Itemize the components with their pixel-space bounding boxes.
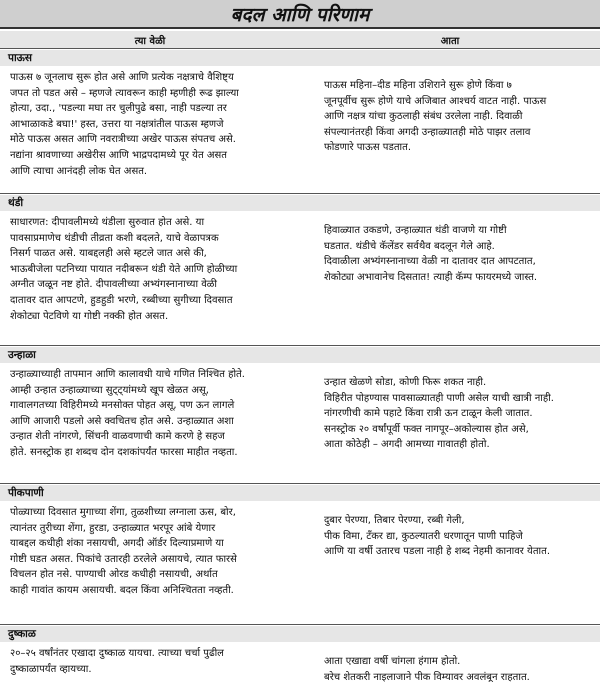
section-title: पाऊस <box>0 50 600 66</box>
column-header-then: त्या वेळी <box>134 35 166 47</box>
page-title: बदल आणि परिणाम <box>230 3 370 26</box>
now-text: पाऊस महिना–दीड महिना उशिराने सुरू होणे किंवा ७ जूनपूर्वीच सुरू होणे याचे अजिबात आश्चर्य वाटत नाही. पाऊस आणि नक्षत्र यांचा कुठलाही संबंध उरलेला नाही. दिवाळी संपल्यानंतरही किंवा अगदी उन्हाळ्यातही मोठे पाझर तलाव फोडणारे पाऊस पडतात. <box>324 80 547 154</box>
section-crops <box>0 485 600 625</box>
then-text: पोळ्याच्या दिवसात मुगाच्या शेंगा, तुळशीच्या लग्नाला ऊस, बोर, त्यानंतर तुरीच्या शेंगा, हुरडा, उन्हाळ्यात भरपूर आंबे येणार याबद्दल कधीही शंका नसायची, अगदी ऑर्डर दिल्याप्रमाणे या गोष्टी घडत असत. पिकांचे उतारही ठरलेले असायचे, त्यात फारसे विचलन होत नसे. पाण्याची ओरड कधीही नसायची, अर्थात काही गावांत कायम असायची. बदल किंवा अनिश्चितता नव्हती. <box>10 507 237 596</box>
then-text: २०–२५ वर्षांनंतर एखादा दुष्काळ यायचा. त्याच्या चर्चा पुढील दुष्काळापर्यंत व्हायच्या. <box>10 648 224 675</box>
now-text: उन्हात खेळणे सोडा, कोणी फिरू शकत नाही. विहिरीत पोहण्यास पावसाळ्यातही पाणी असेल याची खात्री नाही. नांगरणीची कामे पहाटे किंवा रात्री ऊन टाळून केली जातात. सनस्ट्रोक २० वर्षांपूर्वी फक्त नागपूर–अकोल्यास होत असे, आता कोठेही – अगदी आमच्या गावातही होतो. <box>324 377 554 451</box>
section-summer <box>0 347 600 484</box>
section-title: उन्हाळा <box>0 347 600 363</box>
section-title: पीकपाणी <box>0 485 600 501</box>
column-header-row <box>0 31 600 49</box>
now-text: आता एखाद्या वर्षी चांगला हंगाम होतो. बरेच शेतकरी नाइलाजाने पीक विम्यावर अवलंबून राहतात. <box>324 656 530 682</box>
column-header-now: आता <box>440 35 460 47</box>
section-cold <box>0 195 600 346</box>
now-text: दुबार पेरण्या, तिबार पेरण्या, रब्बी गेली, पीक विमा, टँकर द्या, कुठल्यातरी धरणातून पाणी पाहिजे आणि या वर्षी उतारच पडला नाही हे शब्द नेहमी कानावर येतात. <box>324 515 551 558</box>
then-text: पाऊस ७ जूनलाच सुरू होत असे आणि प्रत्येक नक्षत्राचे वैशिष्ट्य जपत तो पडत असे – म्हणजे त्यावरून काही म्हणीही रूढ झाल्या होत्या, उदा., 'पडल्या मघा तर चुलीपुढे बसा, नाही पडल्या तर आभाळाकडे बघा!' हस्त, उत्तरा या नक्षत्रांतील पाऊस म्हणजे मोठे पाऊस असत आणि नवरात्रीच्या अखेर पाऊस संपतच असे. नद्यांना श्रावणाच्या अखेरीस आणि भाद्रपदामध्ये पूर येत असत आणि त्याचा आनंदही लोक घेत असत. <box>10 72 239 177</box>
section-rain <box>0 50 600 194</box>
then-text: उन्हाळ्याच्याही तापमान आणि कालावधी याचे गणित निश्चित होते. आम्ही उन्हात उन्हाळ्याच्या सुट्ट्यांमध्ये खूप खेळत असू, गावालगतच्या विहिरीमध्ये मनसोक्त पोहत असू, पण ऊन लागले आणि आजारी पडलो असे क्वचितच होत असे. उन्हाळ्यात अशा उन्हात शेती नांगरणे, सिंचनी वाळवणाची कामे करणे हे सहज होते. सनस्ट्रोक हा शब्दच दोन दशकांपर्यंत फारसा माहीत नव्हता. <box>10 369 245 458</box>
now-text: हिवाळ्यात उकडणे, उन्हाळ्यात थंडी वाजणे या गोष्टी घडतात. थंडीचे कॅलेंडर सर्वथैव बदलून गेले आहे. दिवाळीला अभ्यंगस्नानाच्या वेळी ना दातावर दात आपटतात, शेकोट्या अभावानेच दिसतात! त्याही कॅम्प फायरमध्ये जास्त. <box>324 225 538 283</box>
then-text: साधारणत: दीपावलीमध्ये थंडीला सुरुवात होत असे. या पावसाप्रमाणेच थंडीची तीव्रता कशी बदलते, याचे वेळापत्रक निसर्ग पाळत असे. याबद्दलही असे म्हटले जात असे की, भाऊबीजेला पटनिच्या पायात नदीबरून थंडी येते आणि होळीच्या अग्नीत जळून नष्ट होते. दीपावलीच्या अभ्यंगस्नानाच्या वेळी दातावर दात आपटणे, हुडहुडी भरणे, रब्बीच्या सुगीच्या दिवसात शेकोट्या पेटविणे या गोष्टी नक्की होत असत. <box>10 217 238 322</box>
section-title: थंडी <box>0 195 600 211</box>
title-bar <box>0 0 600 29</box>
section-drought <box>0 626 600 682</box>
section-title: दुष्काळ <box>0 626 600 642</box>
